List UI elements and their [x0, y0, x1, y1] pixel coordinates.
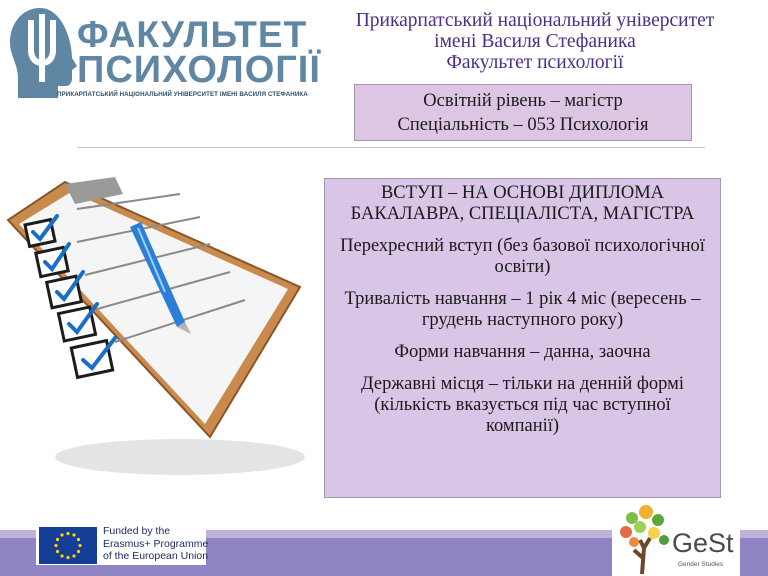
- erasmus-text: [103, 525, 208, 563]
- cross-entry: Перехресний вступ (без базової психологічної освіти): [340, 236, 705, 277]
- faculty-name: Факультет психології: [446, 52, 624, 73]
- logo-word-psychology: ПСИХОЛОГІЇ: [77, 49, 321, 91]
- state-funded-places: Державні місця – тільки на денній формі (кількість вказується під час вступної компанії): [361, 374, 684, 436]
- erasmus-line-2: Erasmus+ Programme: [103, 537, 209, 550]
- university-name: Прикарпатський національний університет: [355, 10, 715, 31]
- university-heading: [330, 10, 740, 73]
- specialty: Спеціальність – 053 Психологія: [397, 115, 649, 135]
- degree-level-box: [354, 84, 692, 141]
- study-duration: Тривалість навчання – 1 рік 4 міс (вересень – грудень наступного року): [344, 289, 701, 330]
- university-named-after: імені Василя Стефаника: [434, 31, 636, 52]
- logo-subtitle: ПРИКАРПАТСЬКИЙ НАЦІОНАЛЬНИЙ УНІВЕРСИТЕТ ІМЕНІ ВАСИЛЯ СТЕФАНИКА: [57, 91, 308, 98]
- gest-wordmark: GeSt: [672, 528, 734, 558]
- erasmus-funding-badge: [36, 525, 209, 565]
- divider-line: [77, 147, 705, 148]
- faculty-logo: [0, 0, 321, 104]
- clipboard-checklist-illustration: [5, 172, 325, 482]
- admission-basis: ВСТУП – НА ОСНОВІ ДИПЛОМА БАКАЛАВРА, СПЕЦІАЛІСТА, МАГІСТРА: [350, 183, 695, 224]
- degree-level: Освітній рівень – магістр: [423, 91, 623, 111]
- admission-info-box: [324, 178, 721, 498]
- erasmus-line-3: of the European Union: [103, 550, 209, 562]
- psi-head-icon: [0, 0, 80, 100]
- gest-logo: [612, 500, 740, 576]
- study-forms: Форми навчання – данна, заочна: [394, 342, 651, 362]
- erasmus-line-1: Funded by the: [103, 525, 171, 537]
- eu-flag-icon: [39, 527, 97, 564]
- gest-subtitle: Gender Studies: [678, 561, 724, 568]
- tree-icon: [612, 500, 676, 576]
- logo-word-faculty: ФАКУЛЬТЕТ: [77, 14, 308, 55]
